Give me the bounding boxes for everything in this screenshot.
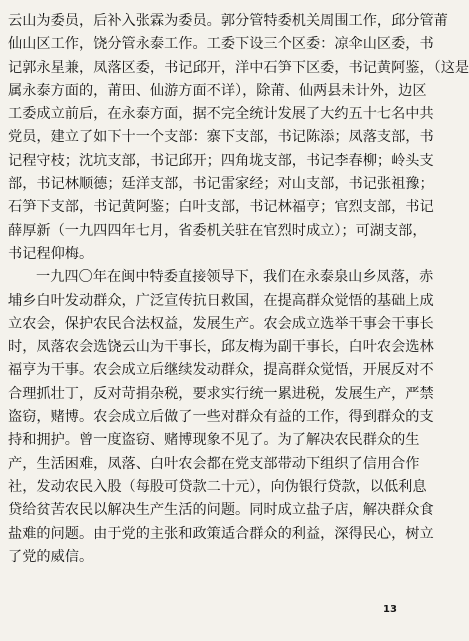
- text-line: 一九四〇年在闽中特委直接领导下，我们在永泰泉山乡凤落，赤: [36, 269, 434, 286]
- text-line: 福亨为干事。农会成立后继续发动群众，提高群众觉悟，开展反对不: [8, 362, 434, 379]
- text-line: 记程守枝；沈坑支部，书记邱开；四角垅支部，书记李春柳；岭头支: [8, 152, 434, 169]
- text-line: 社，发动农民入股（每股可贷款二十元），向伪银行贷款，以低利息: [8, 478, 427, 495]
- text-line: 记郭永星兼，凤落区委，书记邱开，洋中石笋下区委，书记黄阿鉴，（这是: [8, 59, 469, 76]
- text-line: 立农会，保护农民合法权益，发展生产。农会成立选举干事会干事长: [8, 315, 434, 332]
- text-line: 云山为委员，后补入张霖为委员。郭分管特委机关周围工作，邱分管莆: [8, 13, 448, 29]
- text-line: 石笋下支部，书记黄阿鉴；白叶支部，书记林福亨；官烈支部，书记: [8, 199, 434, 216]
- text-line: 产，生活困难，凤落、白叶农会都在党支部带动下组织了信用合作: [8, 455, 420, 472]
- paragraph-peasant-association: [8, 266, 434, 569]
- paragraph-committee-branches: [8, 10, 469, 266]
- text-line: 贷给贫苦农民以解决生产生活的问题。同时成立盐子店，解决群众食: [8, 502, 434, 519]
- page-number: 13: [383, 604, 397, 615]
- text-line: 属永泰方面的，莆田、仙游方面不详），除莆、仙两县未计外，边区: [8, 82, 427, 99]
- text-line: 盗窃，赌博。农会成立后做了一些对群众有益的工作，得到群众的支: [8, 409, 434, 426]
- text-line: 埔乡白叶发动群众，广泛宣传抗日救国，在提高群众觉悟的基础上成: [8, 292, 434, 309]
- text-line: 持和拥护。曾一度盗窃、赌博现象不见了。为了解决农民群众的生: [8, 432, 420, 449]
- text-line: 党员，建立了如下十一个支部：寨下支部，书记陈添；凤落支部，书: [8, 129, 434, 146]
- text-line: 盐难的问题。由于党的主张和政策适合群众的利益，深得民心，树立: [8, 525, 434, 542]
- text-line: 仙山区工作，饶分管永泰工作。工委下设三个区委：凉伞山区委，书: [8, 36, 434, 53]
- text-line: 部，书记林顺德；廷洋支部，书记雷家经；对山支部，书记张祖豫；: [8, 176, 434, 193]
- text-line: 薛厚新（一九四四年七月，省委机关驻在官烈时成立）；可湖支部，: [8, 222, 427, 239]
- text-line: 时，凤落农会选饶云山为干事长，邱友梅为副干事长，白叶农会选林: [8, 339, 434, 356]
- text-line: 了党的威信。: [8, 548, 94, 565]
- text-line: 工委成立前后，在永泰方面，据不完全统计发展了大约五十七名中共: [8, 106, 434, 123]
- body-text: [8, 10, 469, 569]
- text-line: 合理抓壮丁，反对苛捐杂税，要求实行统一累进税，发展生产，严禁: [8, 385, 434, 402]
- text-line: 书记程仰梅。: [8, 245, 94, 262]
